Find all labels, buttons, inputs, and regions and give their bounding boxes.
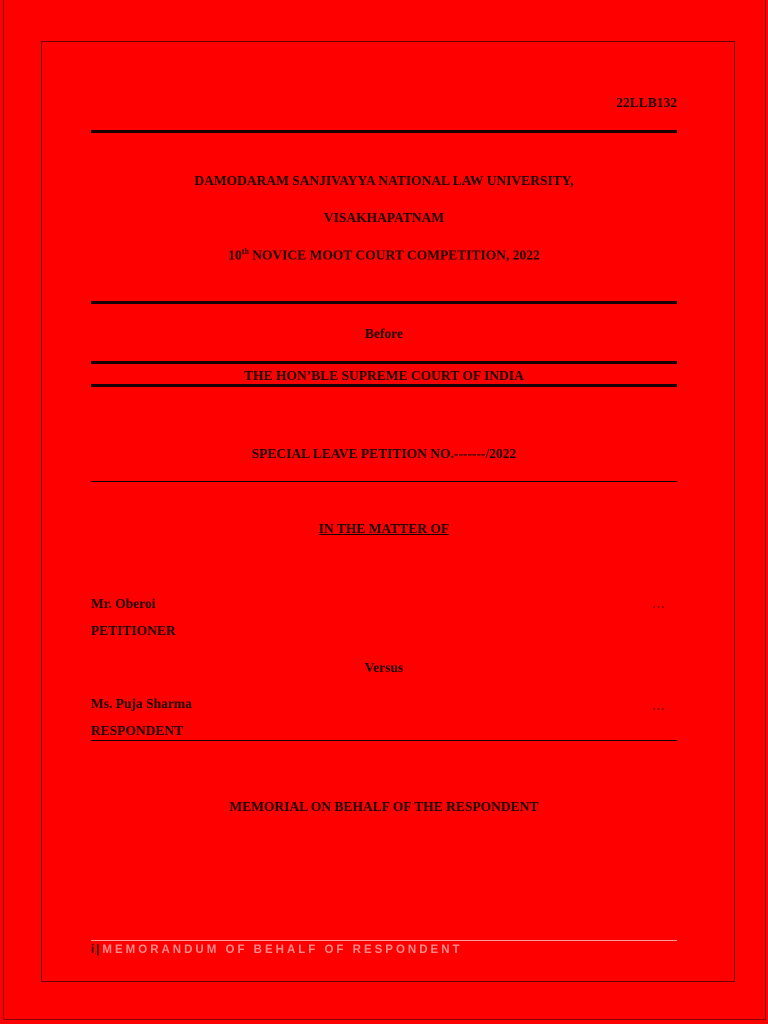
matter-heading: IN THE MATTER OF [318,521,450,536]
footer-divider [91,940,677,941]
petition-number: SPECIAL LEAVE PETITION NO.-------/2022 [251,446,517,461]
respondent-name: Ms. Puja Sharma [91,696,192,711]
memorial-title: MEMORIAL ON BEHALF OF THE RESPONDENT [229,799,539,814]
versus-label: Versus [364,660,404,675]
document-code: 22LLB132 [616,95,677,110]
divider [91,361,677,364]
petitioner-label: PETITIONER [91,623,176,638]
page-footer [91,944,463,956]
respondent-label: RESPONDENT [91,723,184,738]
before-label: Before [365,326,403,341]
divider [91,384,677,387]
university-name: DAMODARAM SANJIVAYYA NATIONAL LAW UNIVERSITY, [194,173,574,188]
court-name: THE HON’BLE SUPREME COURT OF INDIA [244,368,524,383]
respondent-dots: … [652,698,666,713]
university-city: VISAKHAPATNAM [323,210,445,225]
petitioner-dots: … [652,596,666,611]
footer-text: MEMORANDUM OF BEHALF OF RESPONDENT [102,944,463,956]
divider [91,301,677,304]
competition-title: 10th NOVICE MOOT COURT COMPETITION, 2022 [228,247,540,263]
footer-separator: | [96,944,100,956]
page-number: i [91,944,95,956]
petitioner-name: Mr. Oberoi [91,596,156,611]
divider [91,481,677,482]
divider [91,130,677,133]
divider [91,740,677,741]
